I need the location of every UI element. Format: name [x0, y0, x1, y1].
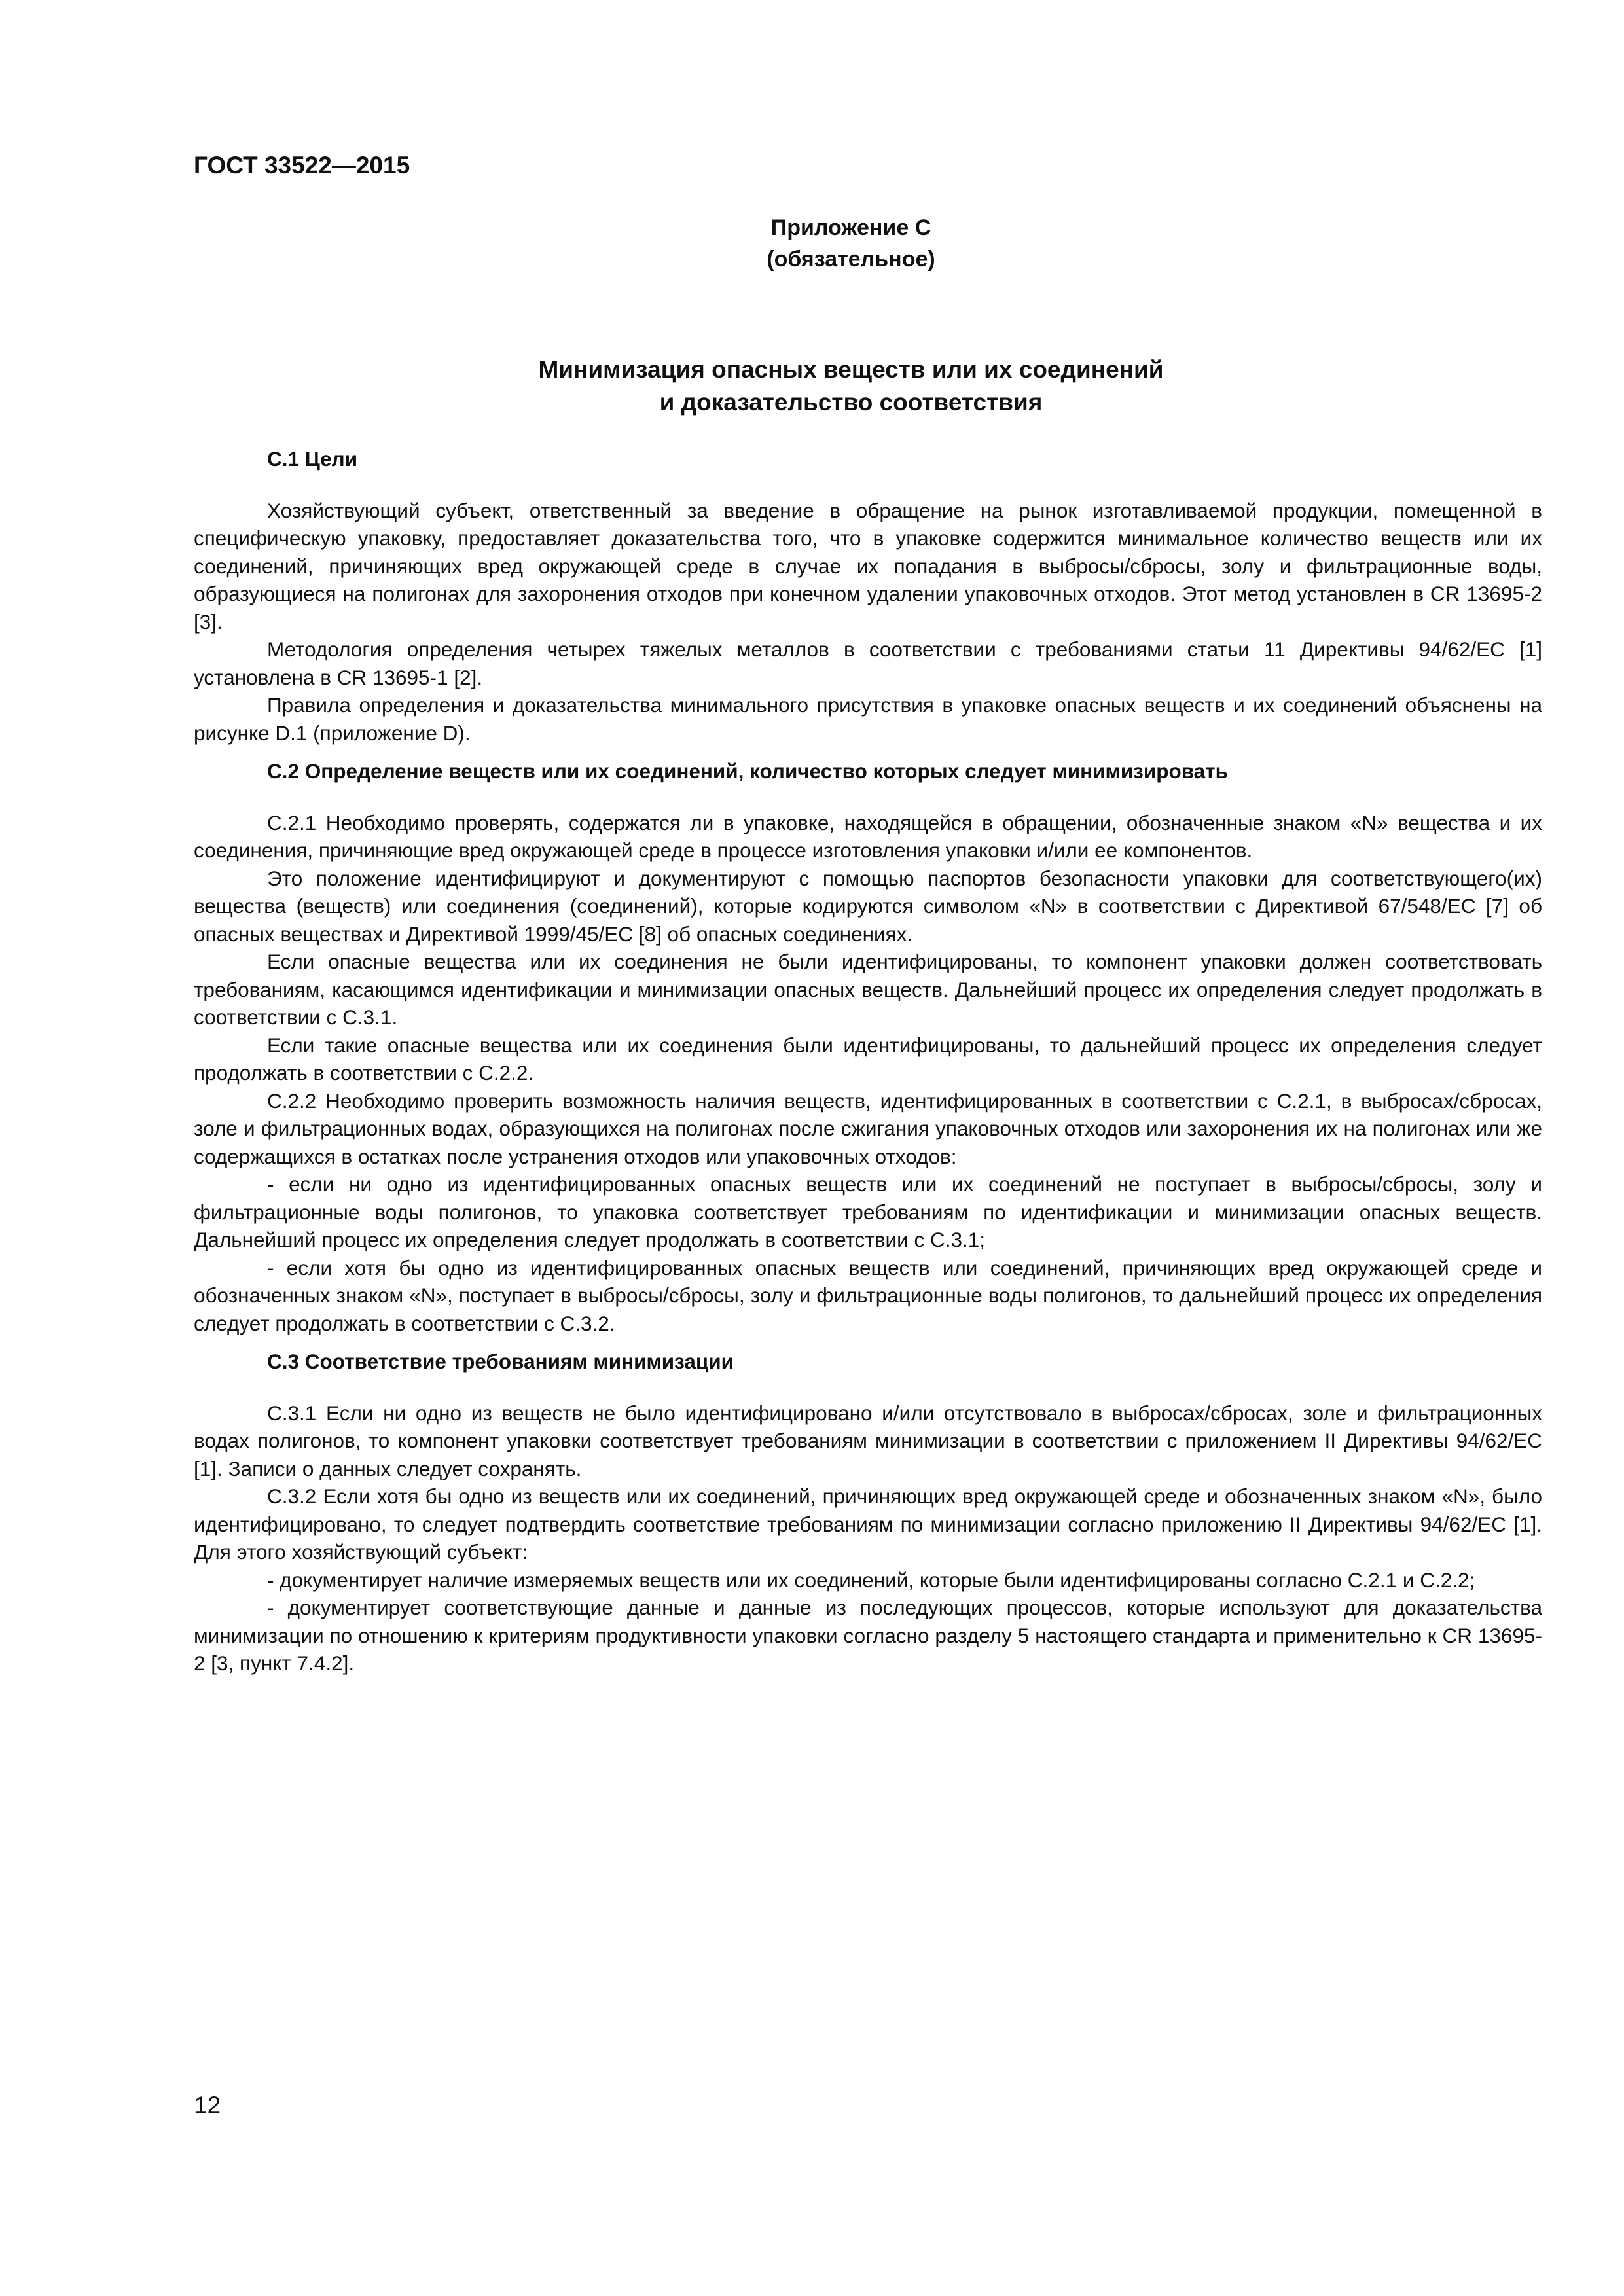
section-heading-c1: С.1 Цели [267, 447, 358, 471]
section-heading-c3: С.3 Соответствие требованиям минимизации [267, 1350, 734, 1373]
paragraph: Методология определения четырех тяжелых металлов в соответствии с требованиями статьи 11 Директивы 94/62/ЕС [1] установлена в CR 13695-1 [2]. [194, 637, 1542, 689]
title-line-1: Минимизация опасных веществ или их соединений [538, 356, 1164, 383]
paragraph: Это положение идентифицируют и документируют с помощью паспортов безопасности упаковки для соответствующего(их) вещества (веществ) или соединения (соединений), которые кодируются символом «N» в соответствии с Директивой 67/548/ЕС [7] об опасных веществах и Директивой 1999/45/ЕС [8] об опасных соединениях. [194, 866, 1542, 946]
appendix-title: Приложение С [770, 215, 931, 240]
paragraph: Если опасные вещества или их соединения не были идентифицированы, то компонент упаковки должен соответствовать требованиям, касающимся идентификации и минимизации опасных веществ. Дальнейший процесс их определения следует продолжать в соответствии с С.3.1. [194, 950, 1542, 1029]
document-body [194, 445, 1542, 1677]
paragraph: Правила определения и доказательства минимального присутствия в упаковке опасных веществ и их соединений объяснены на рисунке D.1 (приложение D). [194, 693, 1542, 745]
list-item: - документирует соответствующие данные и данные из последующих процессов, которые используют для доказательства минимизации по отношению к критериям продуктивности упаковки согласно разделу 5 настоящего стандарта и применительно к CR 13695-2 [3, пункт 7.4.2]. [194, 1596, 1542, 1675]
title-line-2: и доказательство соответствия [659, 389, 1043, 416]
paragraph: С.3.1 Если ни одно из веществ не было идентифицировано и/или отсутствовало в выбросах/сбросах, золе и фильтрационных водах полигонов, то компонент упаковки соответствует требованиям минимизации в соответствии с приложением II Директивы 94/62/ЕС [1]. Записи о данных следует сохранять. [194, 1401, 1542, 1480]
document-header: ГОСТ 33522—2015 [194, 152, 410, 179]
section-heading-c2: С.2 Определение веществ или их соединений, количество которых следует минимизировать [267, 759, 1228, 783]
paragraph: Хозяйствующий субъект, ответственный за введение в обращение на рынок изготавливаемой продукции, помещенной в специфическую упаковку, предоставляет доказательства того, что в упаковке содержится минимальное количество веществ или их соединений, причиняющих вред окружающей среде в случае их попадания в выбросы/сбросы, золу и фильтрационные воды, образующиеся на полигонах для захоронения отходов при конечном удалении упаковочных отходов. Этот метод установлен в CR 13695-2 [3]. [194, 498, 1542, 634]
appendix-heading [0, 212, 1624, 275]
list-item: - если хотя бы одно из идентифицированных опасных веществ или соединений, причиняющих вред окружающей среде и обозначенных знаком «N», поступает в выбросы/сбросы, золу и фильтрационные воды полигонов, то дальнейший процесс их определения следует продолжать в соответствии с С.3.2. [194, 1255, 1542, 1335]
paragraph: С.3.2 Если хотя бы одно из веществ или их соединений, причиняющих вред окружающей среде и обозначенных знаком «N», было идентифицировано, то следует подтвердить соответствие требованиям по минимизации согласно приложению II Директивы 94/62/ЕС [1]. Для этого хозяйствующий субъект: [194, 1484, 1542, 1564]
appendix-status: (обязательное) [767, 247, 935, 272]
list-item: - если ни одно из идентифицированных опасных веществ или их соединений не поступает в выбросы/сбросы, золу и фильтрационные воды полигонов, то упаковка соответствует требованиям по идентификации и минимизации опасных веществ. Дальнейший процесс их определения следует продолжать в соответствии с С.3.1; [194, 1172, 1542, 1251]
appendix-main-title [0, 353, 1624, 419]
paragraph: Если такие опасные вещества или их соединения были идентифицированы, то дальнейший процесс их определения следует продолжать в соответствии с С.2.2. [194, 1033, 1542, 1085]
list-item: - документирует наличие измеряемых веществ или их соединений, которые были идентифицированы согласно С.2.1 и С.2.2; [267, 1568, 1475, 1592]
page-number: 12 [194, 2092, 221, 2119]
paragraph: С.2.1 Необходимо проверять, содержатся ли в упаковке, находящейся в обращении, обозначенные знаком «N» вещества и их соединения, причиняющие вред окружающей среде в процессе изготовления упаковки и/или ее компонентов. [194, 810, 1542, 862]
paragraph: С.2.2 Необходимо проверить возможность наличия веществ, идентифицированных в соответствии с С.2.1, в выбросах/сбросах, золе и фильтрационных водах, образующихся на полигонах после сжигания упаковочных отходов или захоронения их на полигонах или же содержащихся в остатках после устранения отходов или упаковочных отходов: [194, 1088, 1542, 1168]
